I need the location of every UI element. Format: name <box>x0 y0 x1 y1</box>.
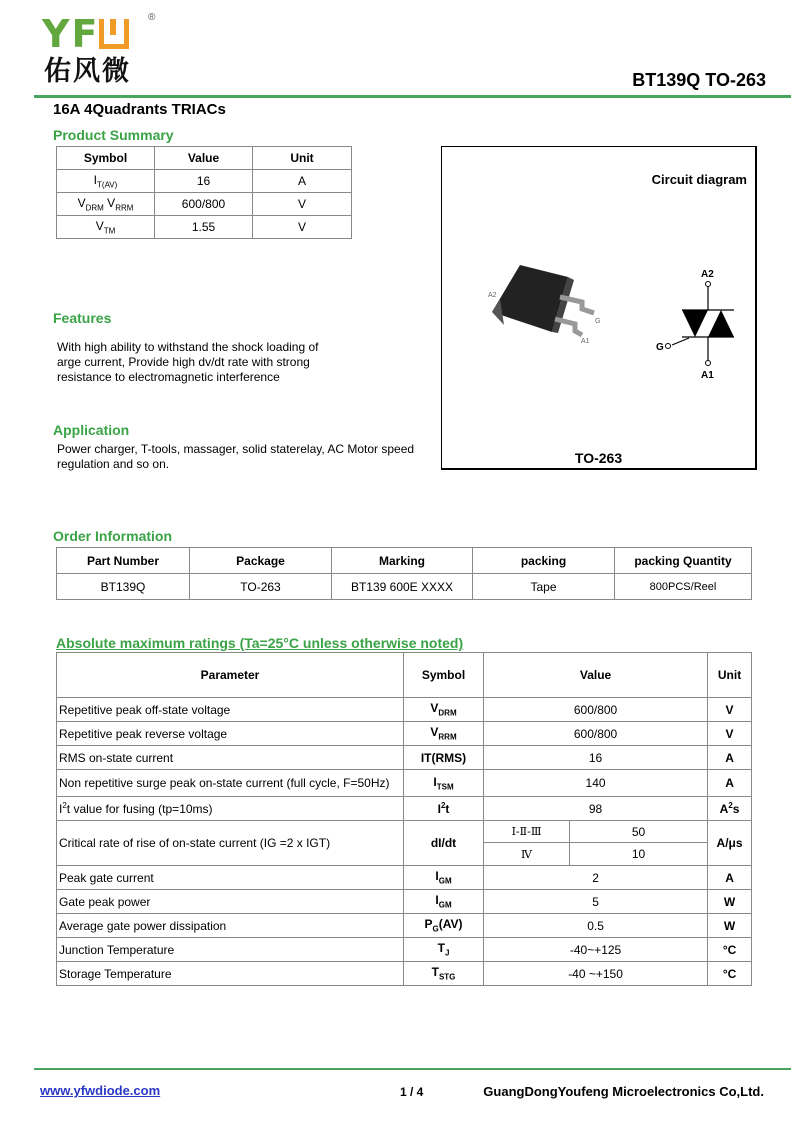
symbol-cell: dI/dt <box>404 821 484 866</box>
column-header: Unit <box>253 147 352 170</box>
part-number-cell: BT139Q <box>57 574 190 600</box>
ratings-table <box>56 652 752 986</box>
features-heading: Features <box>53 310 112 326</box>
unit-cell: °C <box>708 962 752 986</box>
param-cell: $I^2t$ value for fusing (tp=10ms) <box>57 797 404 821</box>
unit-cell: $A^2s$ <box>708 797 752 821</box>
unit-cell: W <box>708 890 752 914</box>
triac-triangle <box>708 310 734 337</box>
param-cell: Gate peak power <box>57 890 404 914</box>
symbol-cell: $I^2t$ <box>404 797 484 821</box>
value-cell: -40~+125 <box>484 938 708 962</box>
value-cell: 1.55 <box>155 216 253 239</box>
symbol-cell: $I_{T(AV)}$ <box>57 170 155 193</box>
column-header: Symbol <box>404 653 484 698</box>
unit-cell: V <box>253 216 352 239</box>
unit-cell: A <box>708 746 752 770</box>
column-header: Value <box>484 653 708 698</box>
param-cell: Storage Temperature <box>57 962 404 986</box>
column-header: packing Quantity <box>615 548 752 574</box>
package-illustration <box>442 147 755 447</box>
circuit-diagram-box <box>441 146 757 470</box>
pkg-label-a1: A1 <box>581 338 590 345</box>
order-info-table <box>56 547 752 600</box>
table-row <box>57 890 752 914</box>
param-cell: Repetitive peak reverse voltage <box>57 722 404 746</box>
application-text <box>57 442 414 472</box>
application-heading: Application <box>53 422 130 438</box>
footer-divider <box>34 1068 791 1070</box>
text-line: arge current, Provide high dv/dt rate with strong <box>57 355 310 369</box>
logo-chinese-text: 佑风微 <box>44 56 131 87</box>
company-name: GuangDongYoufeng Microelectronics Co,Ltd. <box>483 1084 764 1099</box>
symbol-cell: $T_J$ <box>404 938 484 962</box>
package-name: TO-263 <box>574 450 623 466</box>
value-cell: 0.5 <box>484 914 708 938</box>
value-cell: -40 ~+150 <box>484 962 708 986</box>
triac-triangle <box>682 310 708 337</box>
value-cell: 140 <box>484 770 708 797</box>
pin-label-a1: A1 <box>701 370 714 381</box>
table-row <box>57 770 752 797</box>
table-row <box>57 938 752 962</box>
value-cell: 16 <box>155 170 253 193</box>
text-line: resistance to electromagnetic interference <box>57 370 280 384</box>
quadrant-cell: Ⅰ-Ⅱ-Ⅲ <box>484 821 570 843</box>
value-cell: 16 <box>484 746 708 770</box>
column-header: Symbol <box>57 147 155 170</box>
symbol-cell: $V_{TM}$ <box>57 216 155 239</box>
table-row <box>57 962 752 986</box>
unit-cell: W <box>708 914 752 938</box>
unit-cell: A <box>708 866 752 890</box>
quadrant-cell: Ⅳ <box>484 843 570 866</box>
value-cell: 10 <box>570 843 708 866</box>
product-summary-heading: Product Summary <box>53 127 174 143</box>
table-row <box>57 866 752 890</box>
symbol-cell: $V_{DRM}$ <box>404 698 484 722</box>
param-cell: Repetitive peak off-state voltage <box>57 698 404 722</box>
table-row <box>57 821 752 843</box>
marking-cell: BT139 600E XXXX <box>332 574 473 600</box>
gate-wire <box>672 338 689 345</box>
table-row <box>57 797 752 821</box>
value-cell: 600/800 <box>484 698 708 722</box>
value-cell: 98 <box>484 797 708 821</box>
unit-cell: A <box>708 770 752 797</box>
page-number: 1 / 4 <box>400 1085 424 1099</box>
website-link[interactable]: www.yfwdiode.com <box>40 1083 161 1098</box>
pin-terminal <box>666 344 671 349</box>
product-summary-table <box>56 146 352 239</box>
order-info-heading: Order Information <box>53 528 173 544</box>
table-row <box>57 722 752 746</box>
symbol-cell: $I_{TSM}$ <box>404 770 484 797</box>
param-cell: Average gate power dissipation <box>57 914 404 938</box>
ratings-heading: Absolute maximum ratings (Ta=25°C unless otherwise noted) <box>56 635 464 651</box>
table-row <box>57 170 352 193</box>
param-cell: Peak gate current <box>57 866 404 890</box>
document-subtitle: 16A 4Quadrants TRIACs <box>53 101 226 118</box>
column-header: Package <box>190 548 332 574</box>
value-cell: 5 <box>484 890 708 914</box>
pin-terminal <box>706 361 711 366</box>
unit-cell: A/μs <box>708 821 752 866</box>
header-divider <box>34 95 791 98</box>
param-cell: Critical rate of rise of on-state current (IG =2 x IGT) <box>57 821 404 866</box>
text-line: regulation and so on. <box>57 457 170 471</box>
pin-label-g: G <box>656 342 664 353</box>
pin-terminal <box>706 282 711 287</box>
symbol-cell: $P_G(AV)$ <box>404 914 484 938</box>
column-header: Parameter <box>57 653 404 698</box>
column-header: Marking <box>332 548 473 574</box>
table-row <box>57 698 752 722</box>
param-cell: Non repetitive surge peak on-state current (full cycle, F=50Hz) <box>57 770 404 797</box>
symbol-cell: $V_{DRM}$ $V_{RRM}$ <box>57 193 155 216</box>
quantity-cell: 800PCS/Reel <box>615 574 752 600</box>
table-row <box>57 574 752 600</box>
value-cell: 600/800 <box>155 193 253 216</box>
symbol-cell: $I_{GM}$ <box>404 866 484 890</box>
param-cell: RMS on-state current <box>57 746 404 770</box>
symbol-cell: $I_{GM}$ <box>404 890 484 914</box>
pin-label-a2: A2 <box>701 269 714 280</box>
symbol-cell: $T_{STG}$ <box>404 962 484 986</box>
document-title: BT139Q TO-263 <box>632 70 766 90</box>
table-row <box>57 193 352 216</box>
column-header: packing <box>473 548 615 574</box>
pkg-label-g: G <box>595 318 601 325</box>
value-cell: 50 <box>570 821 708 843</box>
unit-cell: °C <box>708 938 752 962</box>
param-cell: Junction Temperature <box>57 938 404 962</box>
pkg-label-a2: A2 <box>488 292 497 299</box>
value-cell: 600/800 <box>484 722 708 746</box>
packing-cell: Tape <box>473 574 615 600</box>
unit-cell: V <box>708 722 752 746</box>
symbol-cell: $V_{RRM}$ <box>404 722 484 746</box>
symbol-cell: IT(RMS) <box>404 746 484 770</box>
table-row <box>57 746 752 770</box>
unit-cell: V <box>253 193 352 216</box>
column-header: Unit <box>708 653 752 698</box>
text-line: Power charger, T-tools, massager, solid staterelay, AC Motor speed <box>57 442 415 456</box>
column-header: Value <box>155 147 253 170</box>
table-row <box>57 914 752 938</box>
registered-mark: ® <box>148 12 156 23</box>
table-row <box>57 216 352 239</box>
circuit-diagram-title: Circuit diagram <box>651 172 747 187</box>
unit-cell: A <box>253 170 352 193</box>
package-cell: TO-263 <box>190 574 332 600</box>
unit-cell: V <box>708 698 752 722</box>
company-logo: YF <box>42 14 129 54</box>
column-header: Part Number <box>57 548 190 574</box>
text-line: With high ability to withstand the shock loading of <box>57 340 319 354</box>
value-cell: 2 <box>484 866 708 890</box>
features-text <box>57 340 318 385</box>
